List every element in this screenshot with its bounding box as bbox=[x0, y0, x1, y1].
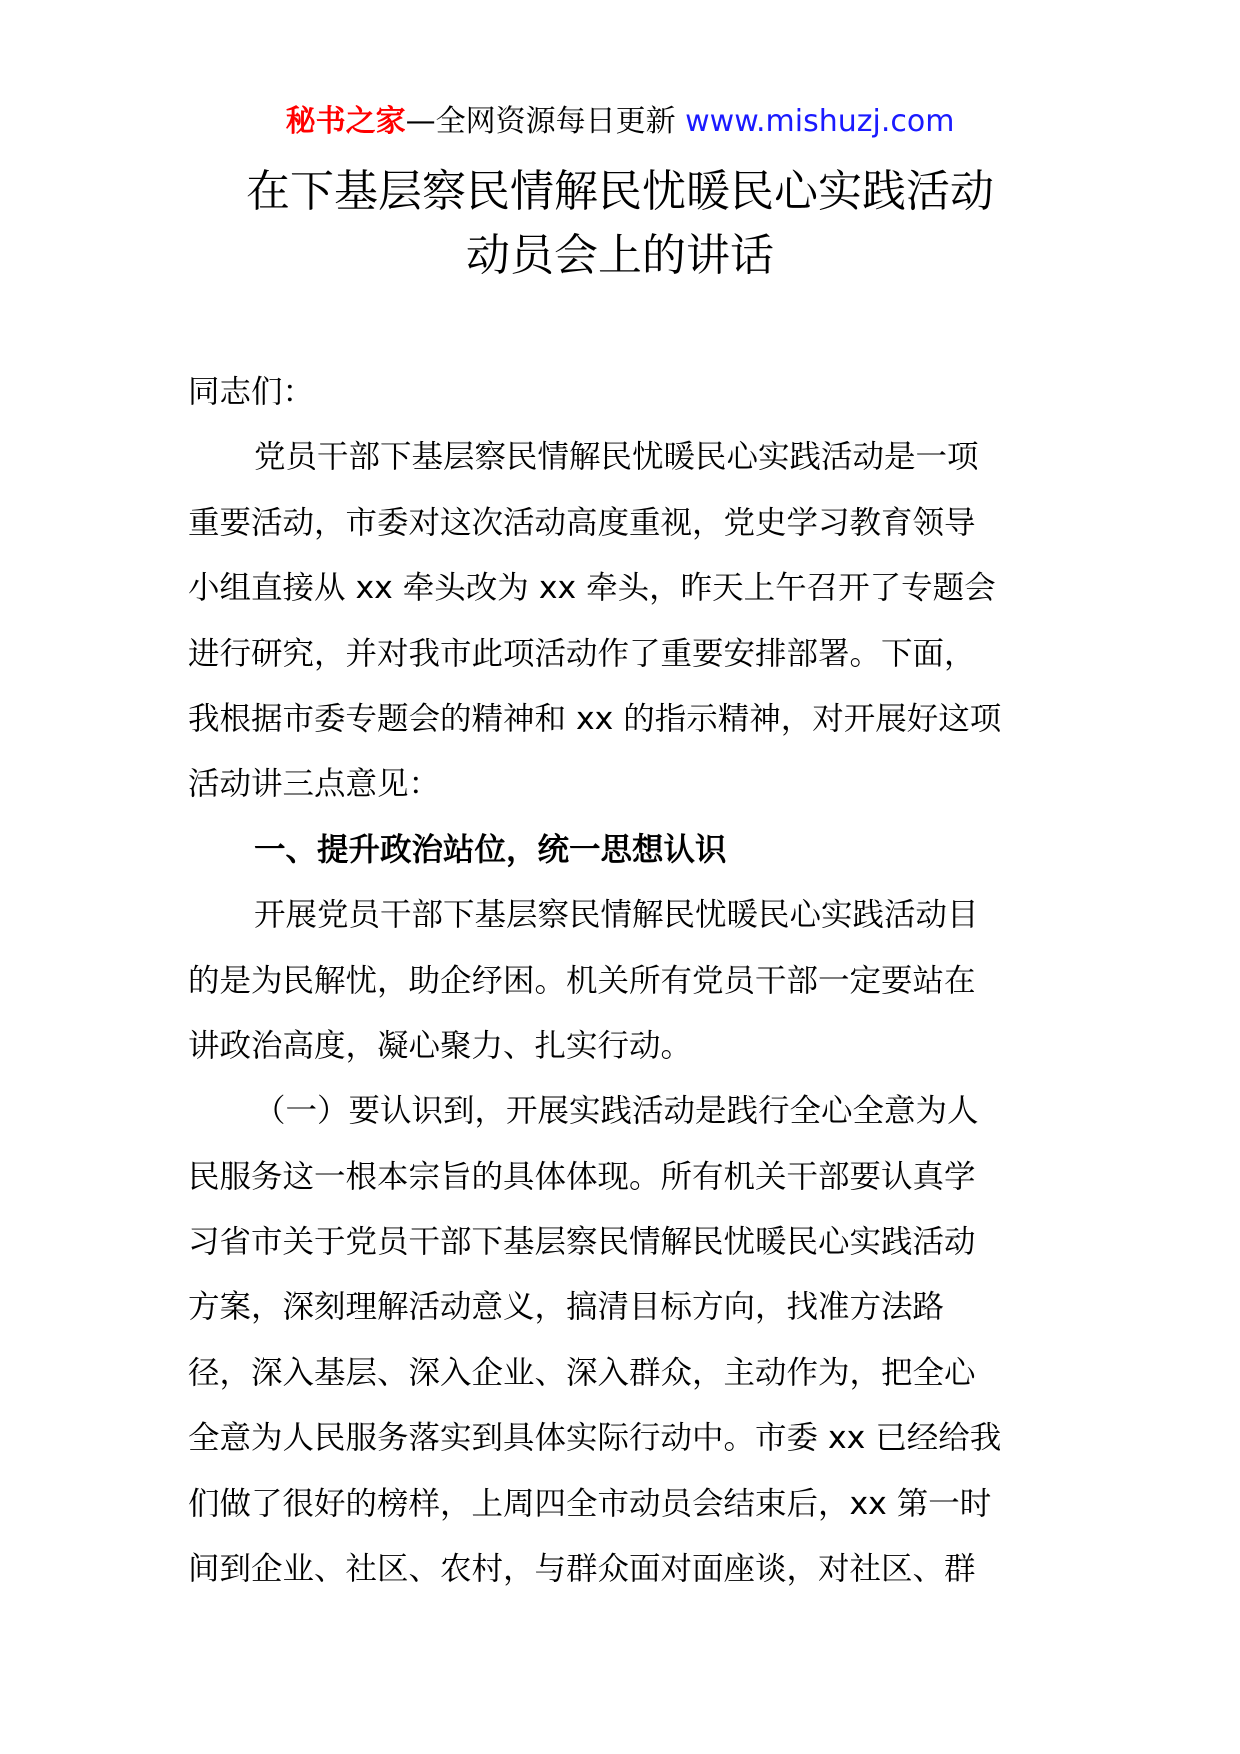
body-line: 重要活动，市委对这次活动高度重视，党史学习教育领导 bbox=[188, 504, 976, 541]
body-line: 的是为民解忧，助企纾困。机关所有党员干部一定要站在 bbox=[188, 962, 976, 999]
subsection-line: （一）要认识到，开展实践活动是践行全心全意为人 bbox=[254, 1093, 979, 1130]
body-line: 方案，深刻理解活动意义，搞清目标方向，找准方法路 bbox=[188, 1289, 945, 1326]
body-line: 习省市关于党员干部下基层察民情解民忧暖民心实践活动 bbox=[188, 1224, 976, 1261]
site-url-link[interactable]: www.mishuzj.com bbox=[685, 104, 955, 139]
body-line: 间到企业、社区、农村，与群众面对面座谈，对社区、群 bbox=[188, 1551, 976, 1588]
brand-name: 秘书之家 bbox=[285, 104, 406, 139]
body-line: 径，深入基层、深入企业、深入群众，主动作为，把全心 bbox=[188, 1354, 976, 1391]
banner-slogan: —全网资源每日更新 bbox=[405, 104, 676, 139]
body-line: 民服务这一根本宗旨的具体体现。所有机关干部要认真学 bbox=[188, 1158, 976, 1195]
document-title bbox=[0, 160, 1240, 288]
body-line: 进行研究，并对我市此项活动作了重要安排部署。下面， bbox=[188, 635, 976, 672]
salutation: 同志们： bbox=[188, 374, 315, 410]
title-line-2: 动员会上的讲话 bbox=[466, 230, 774, 281]
title-line-1: 在下基层察民情解民忧暖民心实践活动 bbox=[246, 166, 994, 217]
body-line: 开展党员干部下基层察民情解民忧暖民心实践活动目 bbox=[254, 897, 979, 934]
body-line: 我根据市委专题会的精神和 xx 的指示精神，对开展好这项 bbox=[188, 700, 1002, 737]
site-banner bbox=[0, 100, 1240, 144]
document-body bbox=[188, 360, 1058, 1602]
body-line: 活动讲三点意见： bbox=[188, 766, 441, 803]
body-line: 党员干部下基层察民情解民忧暖民心实践活动是一项 bbox=[254, 439, 979, 476]
body-line: 小组直接从 xx 牵头改为 xx 牵头，昨天上午召开了专题会 bbox=[188, 570, 996, 607]
body-line: 讲政治高度，凝心聚力、扎实行动。 bbox=[188, 1027, 693, 1064]
section-heading-1: 一、提升政治站位，统一思想认识 bbox=[254, 831, 727, 868]
body-line: 全意为人民服务落实到具体实际行动中。市委 xx 已经给我 bbox=[188, 1420, 1002, 1457]
body-line: 们做了很好的榜样，上周四全市动员会结束后，xx 第一时 bbox=[188, 1485, 992, 1522]
